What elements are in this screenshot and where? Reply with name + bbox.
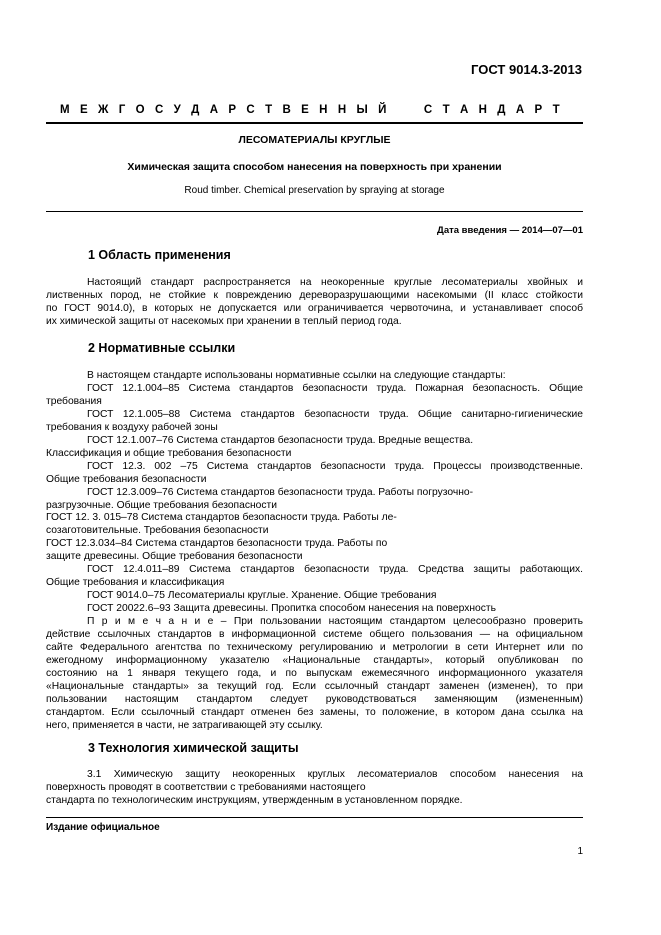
text-line: 3.1 Химическую защиту неокоренных круглых лесоматериалов способом нанесения на xyxy=(87,769,583,780)
text-line: сайте Федерального агентства по техническому регулированию и метрологии в сети Интернет или по xyxy=(46,642,583,654)
text-line: состоянию на 1 января текущего года, и по выпускам ежемесячного информационного указателя xyxy=(46,667,583,679)
text-line: ГОСТ 12. 3. 015–78 Система стандартов безопасности труда. Работы ле- xyxy=(46,512,397,524)
standard-type-letter: А xyxy=(515,104,525,116)
text-line: В настоящем стандарте использованы нормативные ссылки на следующие стандарты: xyxy=(87,370,506,381)
text-line: П р и м е ч а н и е – При пользовании настоящим стандартом целесообразно проверить xyxy=(87,616,583,628)
standard-type-letter: С xyxy=(246,104,255,116)
text-line: него, применяется в части, не затрагивающей эту ссылку. xyxy=(46,719,323,731)
text-line: лиственных пород, не стойкие к повреждению дереворазрушающими насекомыми (II класс стойкости xyxy=(46,289,583,301)
standard-type-letter: С xyxy=(423,104,433,116)
section-2-heading: 2 Нормативные ссылки xyxy=(88,341,236,355)
text-line: ежегодному информационному указателю «Национальные стандарты», который опубликован по xyxy=(46,654,583,666)
text-line: ГОСТ 12.3. 002 –75 Система стандартов безопасности труда. Процессы производственные. xyxy=(87,460,583,472)
text-line: созаготовительные. Требования безопасности xyxy=(46,525,269,537)
text-line: ГОСТ 9014.0–75 Лесоматериалы круглые. Хранение. Общие требования xyxy=(87,590,437,602)
section-3-body xyxy=(46,769,583,808)
text-line: стандартом. Если ссылочный стандарт отменен без замены, то положение, в котором дана ссылка на xyxy=(46,706,583,718)
page-number: 1 xyxy=(577,846,583,857)
standard-type-letter: В xyxy=(282,104,291,116)
text-line: «Национальные стандарты» за текущий год. Если ссылочный стандарт заменен (изменен), то при xyxy=(46,680,583,692)
document-subtitle: Химическая защита способом нанесения на поверхность при хранении xyxy=(127,161,502,173)
section-2-body xyxy=(46,370,583,733)
standard-type-letter: Т xyxy=(265,104,273,116)
section-3-heading: 3 Технология химической защиты xyxy=(88,741,299,755)
text-line: Настоящий стандарт распространяется на неокоренные круглые лесоматериалы хвойных и xyxy=(87,277,583,288)
standard-type-letter: Е xyxy=(301,104,309,116)
text-line: ГОСТ 12.1.004–85 Система стандартов безопасности труда. Пожарная безопасность. Общие xyxy=(87,382,583,394)
document-title: ЛЕСОМАТЕРИАЛЫ КРУГЛЫЕ xyxy=(238,134,391,146)
standard-type-letter: Е xyxy=(79,104,88,116)
text-line: требования к воздуху рабочей зоны xyxy=(46,421,218,433)
standard-type-letter: Т xyxy=(442,104,450,116)
text-line: ГОСТ 20022.6–93 Защита древесины. Пропитка способом нанесения на поверхность xyxy=(87,603,496,615)
text-line: стандарта по технологическим инструкциям, утвержденным в установленном порядке. xyxy=(46,794,463,806)
standard-type-letter: Н xyxy=(319,104,328,116)
text-line: Общие требования безопасности xyxy=(46,473,207,485)
text-line: защите древесины. Общие требования безопасности xyxy=(46,551,303,563)
text-line: Классификация и общие требования безопасности xyxy=(46,447,292,459)
standard-type-letter: Т xyxy=(552,104,560,116)
section-1-heading: 1 Область применения xyxy=(88,248,231,262)
english-title: Roud timber. Chemical preservation by spraying at storage xyxy=(184,185,445,196)
text-line: действие ссылочных стандартов в информационной системе общего пользования — на официальном xyxy=(46,629,583,641)
text-line: ГОСТ 12.4.011–89 Система стандартов безопасности труда. Средства защиты работающих. xyxy=(87,564,583,576)
standard-type-letter: Д xyxy=(191,104,200,116)
standard-type-letter: Н xyxy=(337,104,347,116)
text-line: Общие требования и классификация xyxy=(46,577,225,589)
standard-type-letter: М xyxy=(60,104,70,116)
doc-number: ГОСТ 9014.3-2013 xyxy=(471,62,582,77)
standard-type-letter: А xyxy=(209,104,219,116)
standard-type-letter: Ы xyxy=(356,104,368,116)
text-line: ГОСТ 12.1.005–88 Система стандартов безопасности труда. Общие санитарно-гигиенические xyxy=(87,408,583,420)
standard-type-letter: Й xyxy=(378,104,387,116)
standard-type-letter: Р xyxy=(534,104,543,116)
text-line: по ГОСТ 9014.0), в которых не допускается или ограничивается червоточина, и устанавливает способ xyxy=(46,302,583,314)
standard-type-letter: С xyxy=(154,104,164,116)
text-line: ГОСТ 12.3.009–76 Система стандартов безопасности труда. Работы погрузочно- xyxy=(87,486,474,498)
standard-type-letter: Р xyxy=(228,104,237,116)
standard-type-letter: О xyxy=(135,104,145,116)
text-line: разгрузочные. Общие требования безопасности xyxy=(46,499,278,511)
text-line: их химической защиты от насекомых при хранении в теплый период года. xyxy=(46,315,402,327)
standard-type-letter: У xyxy=(173,104,181,116)
standard-type-letter: А xyxy=(459,104,469,116)
standard-type-letter: Д xyxy=(497,104,506,116)
text-line: пользовании настоящим стандартом следует руководствоваться заменяющим (измененным) xyxy=(46,693,583,705)
text-line: поверхность проводят в соответствии с требованиями настоящего xyxy=(46,781,366,793)
standard-type-letter: Ж xyxy=(97,104,109,116)
text-line: ГОСТ 12.3.034–84 Система стандартов безопасности труда. Работы по xyxy=(46,538,388,550)
standard-type-letter: Г xyxy=(118,104,126,116)
header-rule xyxy=(46,122,583,124)
edition-label: Издание официальное xyxy=(46,822,160,833)
text-line: ГОСТ 12.1.007–76 Система стандартов безопасности труда. Вредные вещества. xyxy=(87,434,474,446)
title-rule xyxy=(46,211,583,212)
section-1-body xyxy=(46,277,583,329)
standard-type-heading xyxy=(60,104,560,116)
introduction-date: Дата введения — 2014—07—01 xyxy=(437,225,583,236)
text-line: требования xyxy=(46,395,102,407)
footer-rule xyxy=(46,817,583,818)
standard-type-letter xyxy=(410,104,413,116)
standard-type-letter xyxy=(397,104,400,116)
standard-type-letter: Н xyxy=(478,104,487,116)
